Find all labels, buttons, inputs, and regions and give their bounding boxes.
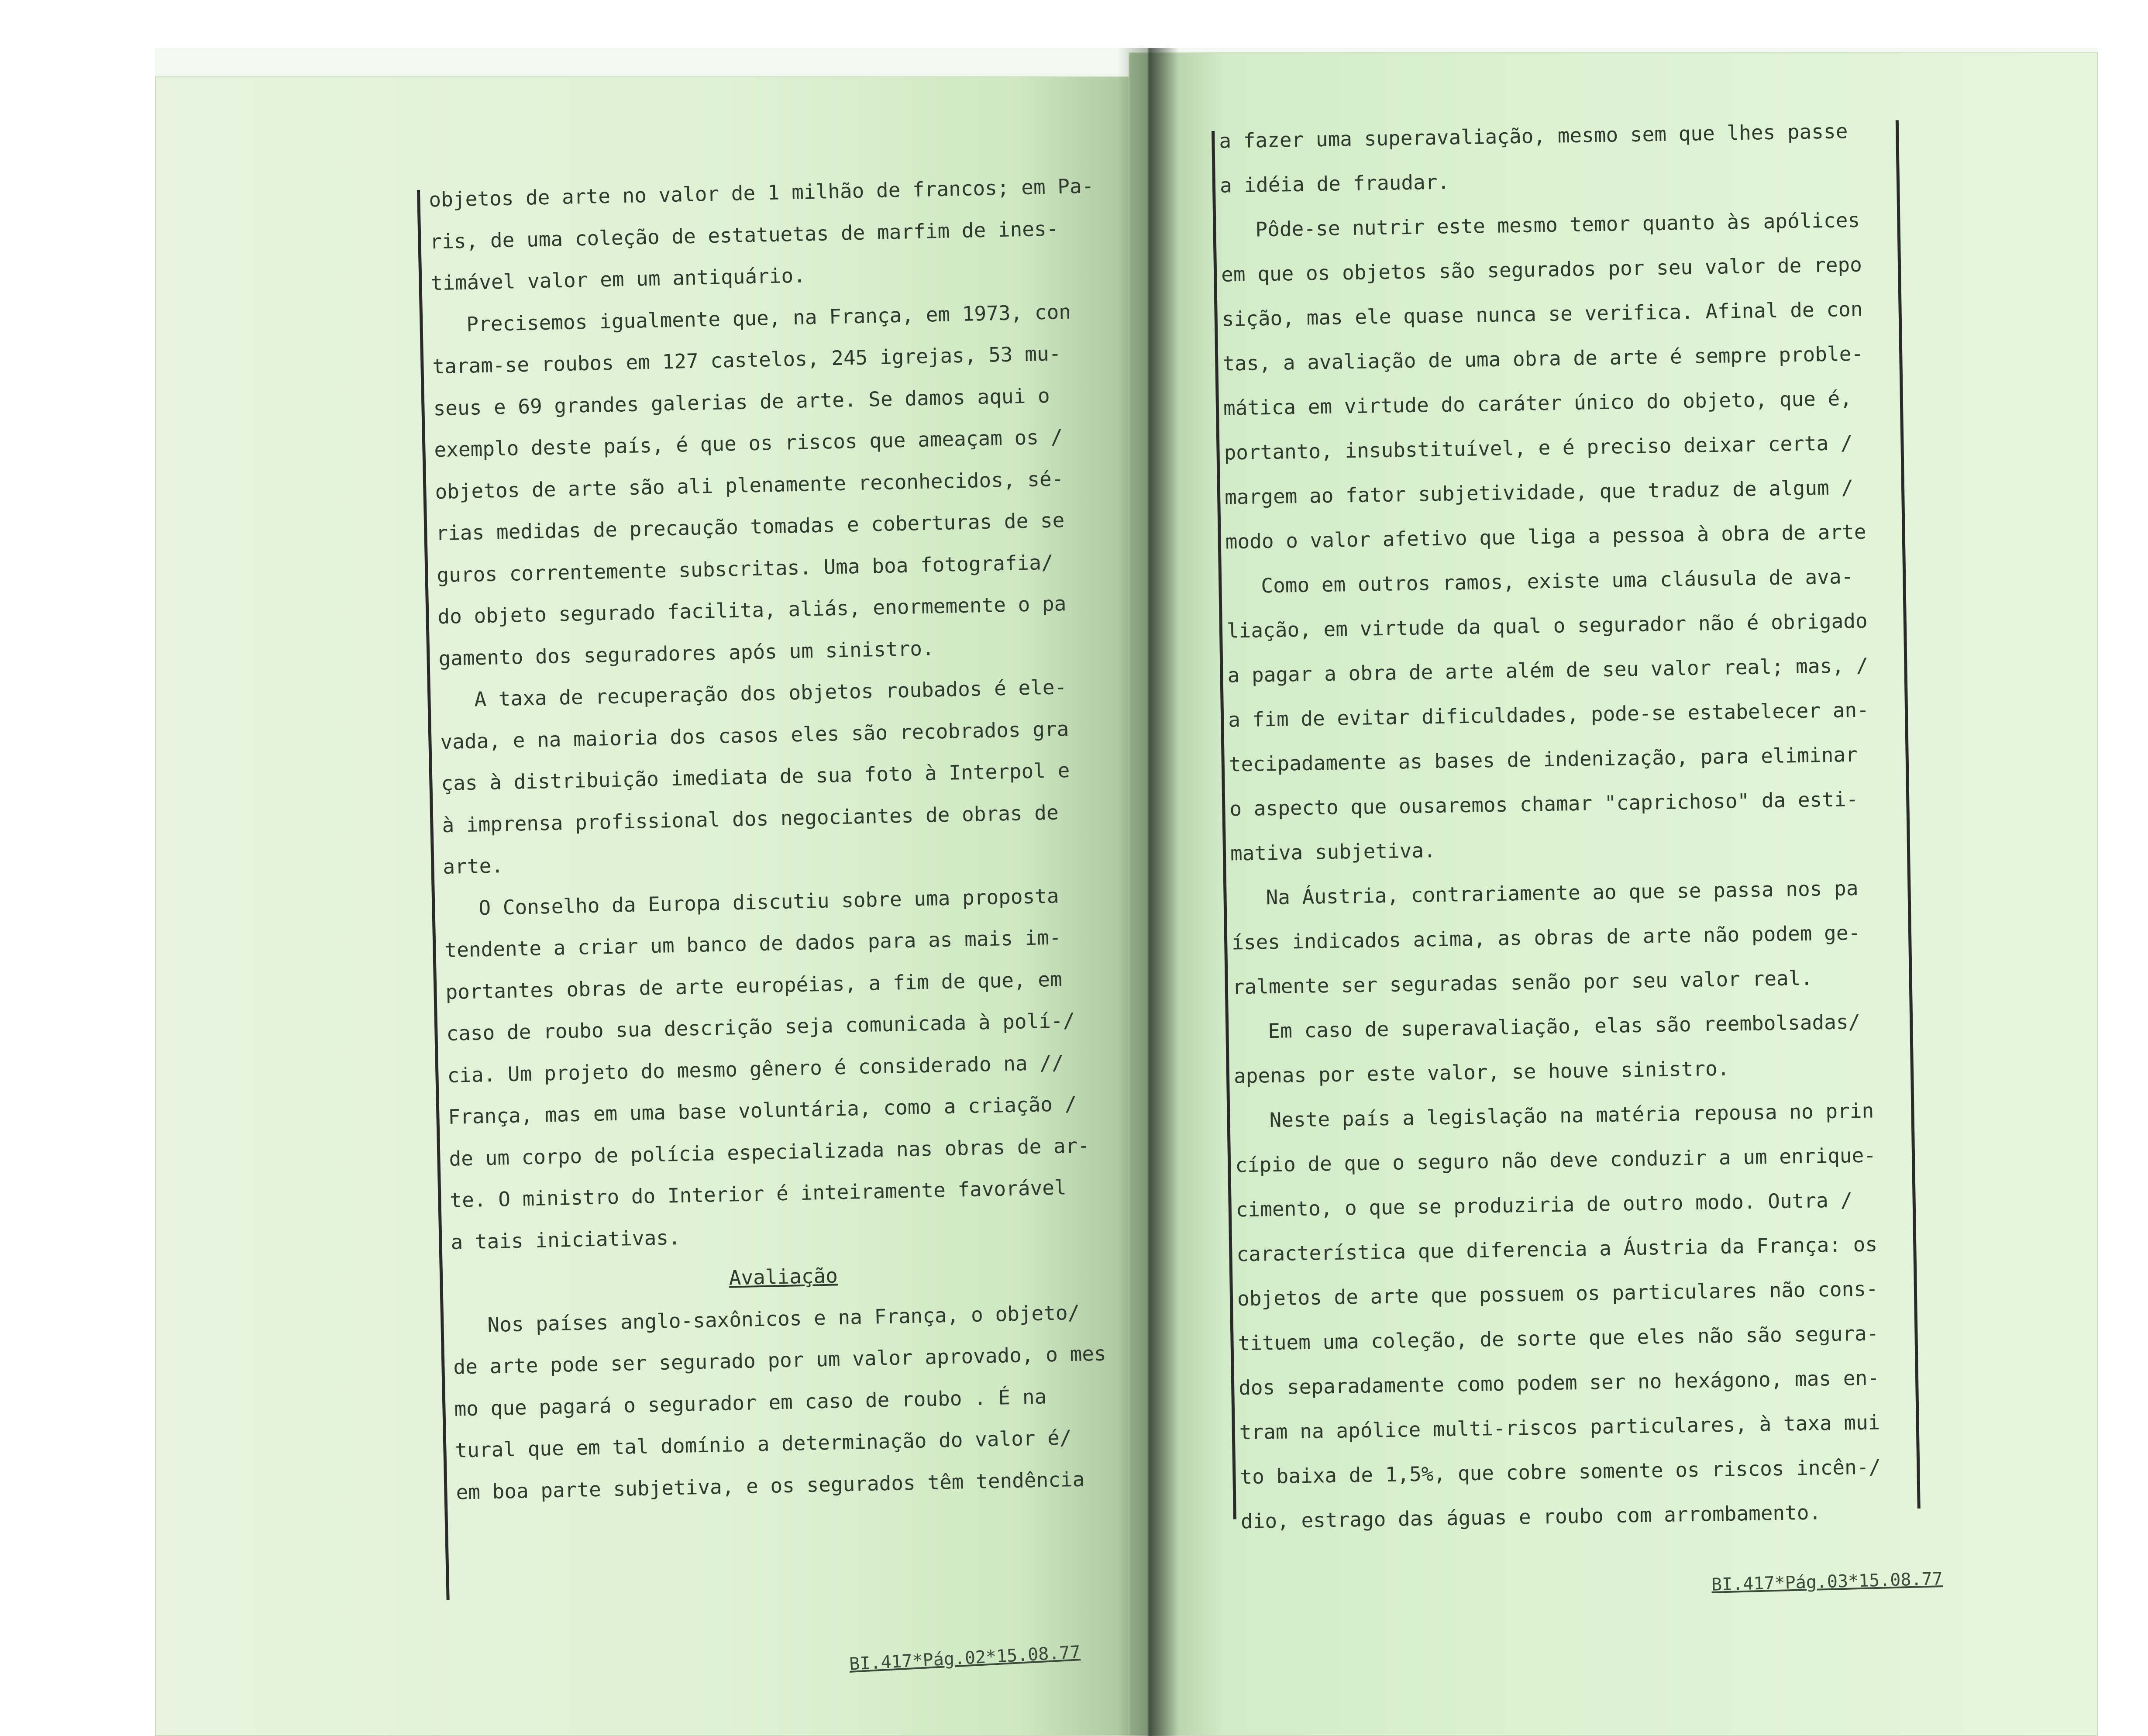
- text-line: tram na apólice multi-riscos particulares, à taxa mui: [1239, 1410, 1880, 1444]
- text-line: apenas por este valor, se houve sinistro.: [1233, 1056, 1730, 1088]
- text-line: a fazer uma superavaliação, mesmo sem que lhes passe: [1219, 119, 1848, 153]
- text-line: A taxa de recuperação dos objetos roubados é ele-: [474, 675, 1067, 711]
- text-line: tecipadamente as bases de indenização, para eliminar: [1229, 742, 1858, 776]
- text-line: mo que pagará o segurador em caso de roubo . É na: [454, 1384, 1047, 1421]
- text-line: cimento, o que se produziria de outro modo. Outra /: [1236, 1188, 1853, 1222]
- text-line: a fim de evitar dificuldades, pode-se estabelecer an-: [1228, 698, 1869, 732]
- text-line: objetos de arte que possuem os particulares não cons-: [1237, 1277, 1879, 1311]
- section-heading: Avaliação: [729, 1264, 838, 1290]
- text-line: íses indicados acima, as obras de arte não podem ge-: [1231, 920, 1861, 954]
- text-line: objetos de arte no valor de 1 milhão de francos; em Pa-: [428, 174, 1094, 212]
- text-line: tural que em tal domínio a determinação do valor é/: [454, 1426, 1072, 1462]
- text-line: guros correntemente subscritas. Uma boa fotografia/: [436, 550, 1054, 587]
- text-line: Na Áustria, contrariamente ao que se passa nos pa: [1266, 876, 1859, 909]
- text-line: a tais iniciativas.: [450, 1225, 681, 1254]
- text-line: ris, de uma coleção de estatuetas de marfim de ines-: [429, 216, 1059, 253]
- text-line: Pôde-se nutrir este mesmo temor quanto às apólices: [1255, 208, 1860, 241]
- text-line: em boa parte subjetiva, e os segurados têm tendência: [455, 1467, 1085, 1504]
- text-line: de arte pode ser segurado por um valor aprovado, o mes: [453, 1341, 1107, 1379]
- text-line: margem ao fator subjetividade, que traduz de algum /: [1224, 475, 1854, 509]
- text-line: França, mas em uma base voluntária, como a criação /: [448, 1092, 1077, 1129]
- text-line: portantes obras de arte européias, a fim de que, em: [445, 967, 1063, 1004]
- text-line: mática em virtude do caráter único do objeto, que é,: [1223, 386, 1852, 420]
- text-line: sição, mas ele quase nunca se verifica. Afinal de con: [1222, 297, 1863, 331]
- text-line: Como em outros ramos, existe uma cláusula de ava-: [1260, 565, 1854, 598]
- text-line: to baixa de 1,5%, que cobre somente os riscos incên-/: [1239, 1455, 1881, 1489]
- text-line: liação, em virtude da qual o segurador não é obrigado: [1226, 609, 1868, 643]
- text-line: gamento dos seguradores após um sinistro.: [438, 636, 935, 670]
- text-line: seus e 69 grandes galerias de arte. Se damos aqui o: [433, 383, 1050, 420]
- text-line: caso de roubo sua descrição seja comunicada à polí-/: [446, 1008, 1075, 1046]
- text-line: vada, e na maioria dos casos eles são recobrados gra: [440, 716, 1069, 754]
- text-line: O Conselho da Europa discutiu sobre uma proposta: [478, 884, 1060, 920]
- text-line: timável valor em um antiquário.: [430, 263, 806, 295]
- text-line: dio, estrago das águas e roubo com arrombamento.: [1240, 1500, 1821, 1533]
- text-line: modo o valor afetivo que liga a pessoa à obra de arte: [1225, 520, 1866, 554]
- text-line: arte.: [442, 854, 504, 879]
- right-text-column: [1212, 119, 1921, 1533]
- text-line: Neste país a legislação na matéria repousa no prin: [1269, 1099, 1874, 1132]
- text-line: dos separadamente como podem ser no hexágono, mas en-: [1238, 1366, 1880, 1400]
- text-line: ças à distribuição imediata de sua foto à Interpol e: [441, 758, 1070, 796]
- text-line: o aspecto que ousaremos chamar "caprichoso" da esti-: [1229, 787, 1859, 821]
- text-line: em que os objetos são segurados por seu valor de repo: [1221, 252, 1862, 286]
- text-line: Em caso de superavaliação, elas são reembolsadas/: [1267, 1009, 1861, 1043]
- left-text-column: [417, 176, 1122, 1600]
- text-line: a idéia de fraudar.: [1219, 170, 1450, 197]
- right-page-footer: BI.417*Pág.03*15.08.77: [1711, 1569, 1943, 1595]
- text-line: objetos de arte são ali plenamente reconhecidos, sé-: [434, 466, 1064, 503]
- text-line: cia. Um projeto do mesmo gênero é considerado na //: [447, 1050, 1064, 1087]
- text-line: de um corpo de polícia especializada nas obras de ar-: [448, 1133, 1090, 1171]
- text-line: Nos países anglo-saxônicos e na França, o objeto/: [487, 1300, 1080, 1336]
- text-line: rias medidas de precaução tomadas e coberturas de se: [435, 508, 1065, 545]
- text-line: tas, a avaliação de uma obra de arte é sempre proble-: [1222, 341, 1864, 375]
- text-line: do objeto segurado facilita, aliás, enormemente o pa: [437, 592, 1067, 629]
- text-line: Precisemos igualmente que, na França, em 1973, con: [466, 300, 1071, 336]
- text-line: exemplo deste país, é que os riscos que ameaçam os /: [434, 425, 1063, 462]
- text-line: tendente a criar um banco de dados para as mais im-: [444, 925, 1062, 962]
- text-line: portanto, insubstituível, e é preciso deixar certa /: [1224, 431, 1853, 465]
- text-line: mativa subjetiva.: [1230, 838, 1436, 865]
- text-line: a pagar a obra de arte além de seu valor real; mas, /: [1227, 653, 1869, 687]
- text-line: à imprensa profissional dos negociantes de obras de: [441, 800, 1059, 837]
- text-line: te. O ministro do Interior é inteiramente favorável: [449, 1175, 1067, 1212]
- text-line: tituem uma coleção, de sorte que eles não são segura-: [1238, 1321, 1879, 1355]
- text-line: característica que diferencia a Áustria da França: os: [1236, 1232, 1878, 1266]
- left-page-footer: BI.417*Pág.02*15.08.77: [849, 1642, 1081, 1674]
- book-gutter: [1118, 48, 1179, 1736]
- text-line: cípio de que o seguro não deve conduzir a um enrique-: [1235, 1143, 1876, 1177]
- text-line: ralmente ser seguradas senão por seu valor real.: [1232, 966, 1813, 999]
- text-line: taram-se roubos em 127 castelos, 245 igrejas, 53 mu-: [432, 341, 1061, 379]
